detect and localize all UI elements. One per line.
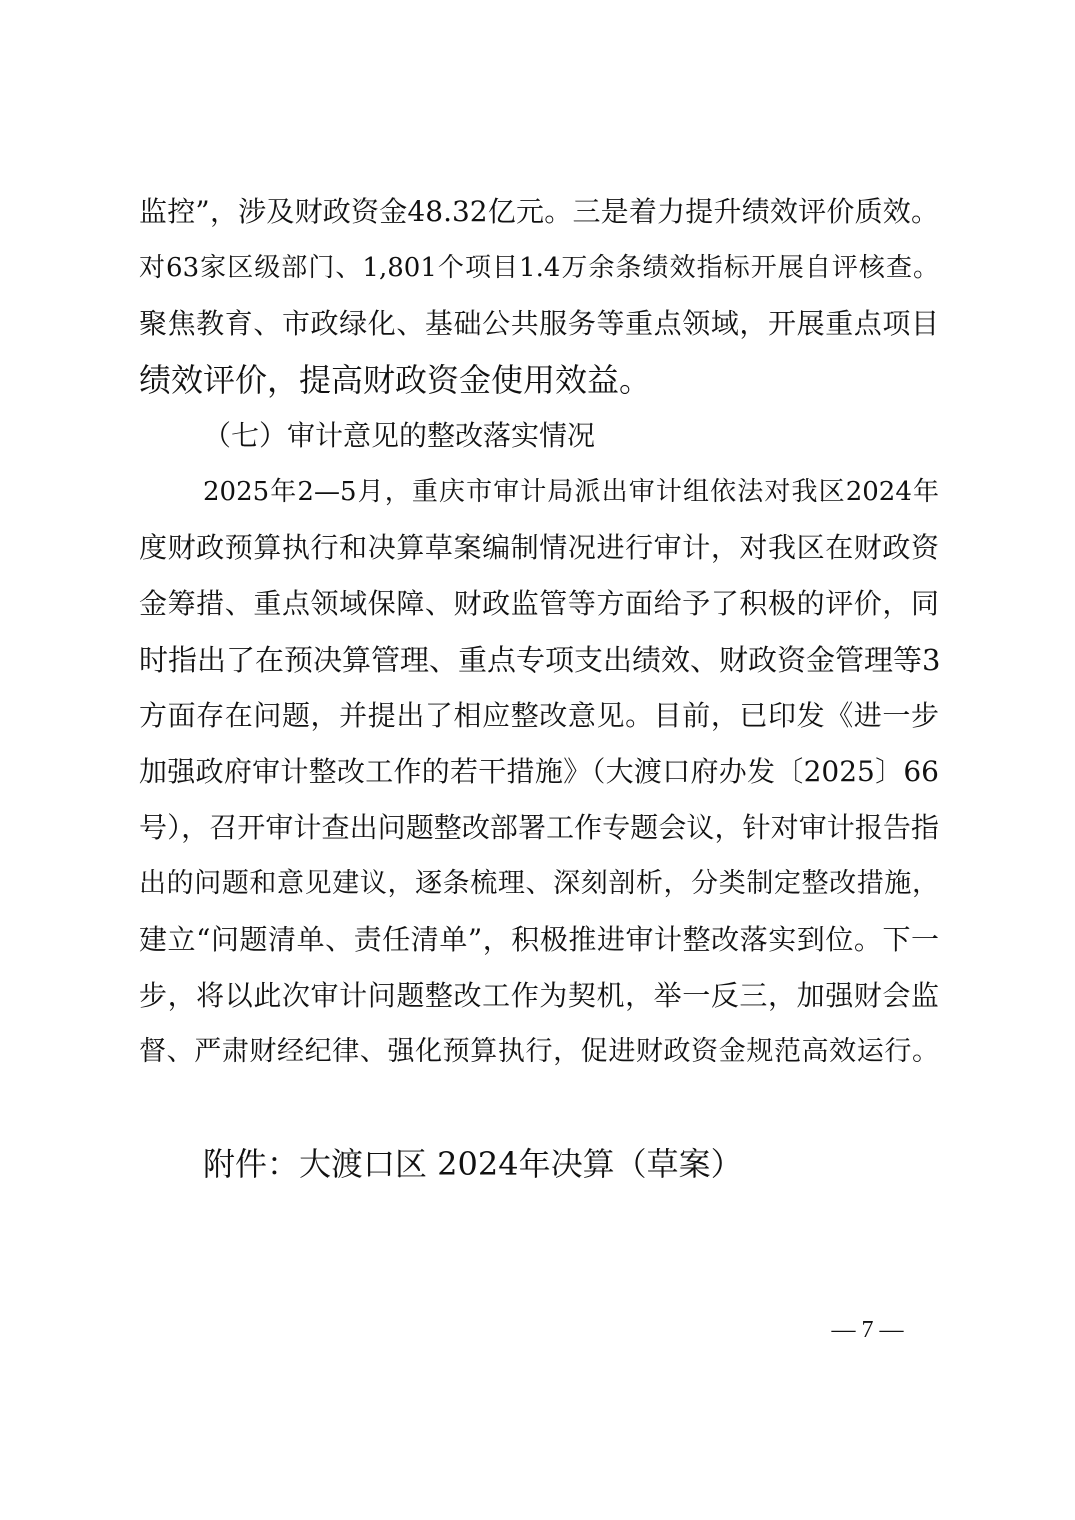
body-line: 聚焦教育、市政绿化、基础公共服务等重点领域，开展重点项目 — [139, 307, 939, 340]
section-heading: （七）审计意见的整改落实情况 — [203, 419, 596, 452]
section-line: 加强政府审计整改工作的若干措施》（大渡口府办发〔2025〕66 — [139, 755, 939, 788]
body-line: 绩效评价，提高财政资金使用效益。 — [139, 361, 652, 399]
section-line: 建立“问题清单、责任清单”，积极推进审计整改落实到位。下一 — [139, 923, 939, 956]
section-line: 金筹措、重点领域保障、财政监管等方面给予了积极的评价，同 — [139, 587, 939, 620]
section-line: 度财政预算执行和决算草案编制情况进行审计，对我区在财政资 — [139, 531, 939, 564]
section-line: 方面存在问题，并提出了相应整改意见。目前，已印发《进一步 — [139, 699, 939, 732]
page-number: — 7 — — [831, 1317, 904, 1343]
section-line: 出的问题和意见建议，逐条梳理、深刻剖析，分类制定整改措施， — [139, 868, 939, 899]
section-line: 时指出了在预决算管理、重点专项支出绩效、财政资金管理等3 — [139, 643, 941, 677]
body-line: 对63家区级部门、1,801个项目1.4万余条绩效指标开展自评核查。 — [139, 253, 939, 283]
section-line: 2025年2—5月，重庆市审计局派出审计组依法对我区2024年 — [203, 477, 939, 507]
body-line: 监控”，涉及财政资金48.32亿元。三是着力提升绩效评价质效。 — [139, 195, 939, 228]
section-line: 督、严肃财经纪律、强化预算执行，促进财政资金规范高效运行。 — [139, 1036, 939, 1067]
attachment-note: 附件：大渡口区 2024年决算（草案） — [203, 1145, 743, 1183]
section-line: 步，将以此次审计问题整改工作为契机，举一反三，加强财会监 — [139, 979, 939, 1012]
section-line: 号），召开审计查出问题整改部署工作专题会议，针对审计报告指 — [139, 811, 939, 844]
